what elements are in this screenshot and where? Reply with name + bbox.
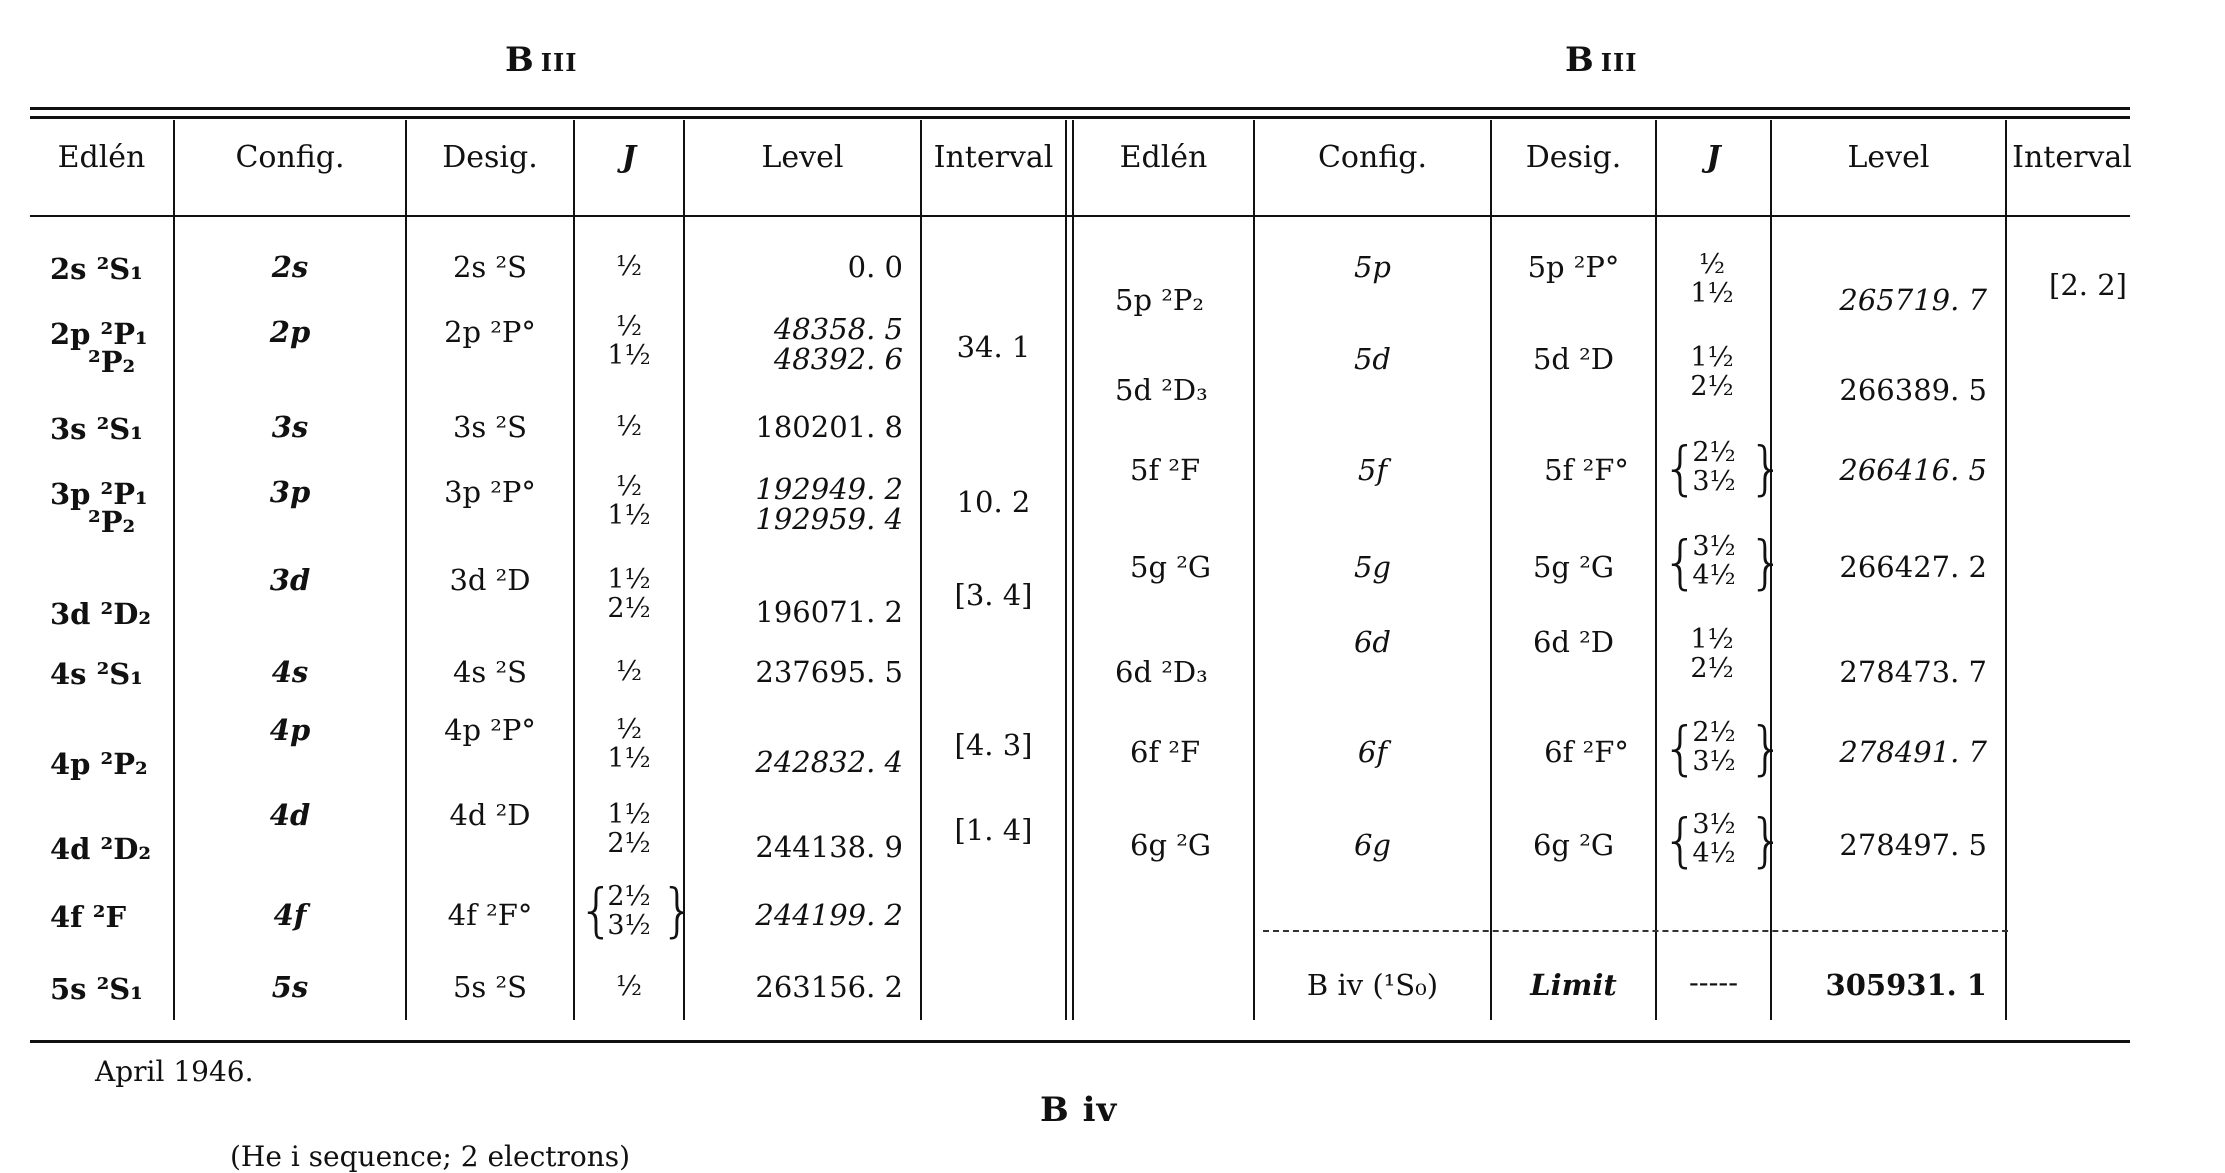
right-row-1-level: 266389. 5 (1839, 373, 1987, 407)
left-row-9-config: 5s (271, 970, 309, 1004)
right-row-7-level: 305931. 1 (1825, 968, 1987, 1002)
footer-date: April 1946. (95, 1055, 254, 1088)
left-row-6-interval: [4. 3] (954, 728, 1033, 762)
top-double-rule-2 (30, 116, 2130, 119)
left-row-7-config: 4d (269, 798, 311, 832)
right-row-2-desig: 5f ²F° (1544, 453, 1629, 487)
left-row-5-desig: 4s ²S (452, 655, 528, 689)
left-row-1-config: 2p (269, 315, 311, 349)
left-row-3-level: 192949. 2 (755, 472, 903, 506)
right-row-5-brace-open: { (1662, 714, 1699, 782)
left-table-title (505, 40, 577, 80)
top-double-rule-1 (30, 107, 2130, 110)
left-row-3-edlen: 3p ²P₁ (50, 477, 148, 511)
right-row-7-config: B iv (¹S₀) (1306, 968, 1439, 1002)
right-row-2-config: 5f (1357, 453, 1388, 487)
next-section-subtitle: (He i sequence; 2 electrons) (230, 1140, 631, 1173)
left-row-3-j: ½ 1½ (607, 471, 651, 531)
left-row-3-interval: 10. 2 (956, 485, 1031, 519)
left-row-0-desig: 2s ²S (452, 250, 528, 284)
left-row-1-level2: 48392. 6 (773, 342, 903, 376)
right-table-title (1565, 40, 1637, 80)
right-row-4-level: 278473. 7 (1839, 655, 1987, 689)
left-row-9-edlen: 5s ²S₁ (50, 972, 143, 1006)
limit-separator-dashes (1263, 930, 2008, 932)
left-row-1-j: ½ 1½ (607, 311, 651, 371)
left-row-4-level: 196071. 2 (755, 595, 903, 629)
right-title-element: B (1565, 40, 1595, 80)
left-title-element: B (505, 40, 535, 80)
right-header-level: Level (1847, 140, 1930, 175)
right-row-3-level: 266427. 2 (1839, 550, 1987, 584)
right-row-2-edlen: 5f ²F (1130, 453, 1201, 487)
left-header-edlen: Edlén (57, 140, 146, 175)
left-header-j: J (621, 140, 637, 175)
next-section-title (1040, 1090, 1117, 1130)
left-row-9-level: 263156. 2 (755, 970, 903, 1004)
right-header-config: Config. (1317, 140, 1428, 175)
right-header-edlen: Edlén (1119, 140, 1208, 175)
vrule-3 (573, 120, 575, 1020)
right-row-1-edlen: 5d ²D₃ (1115, 373, 1208, 407)
left-row-9-j: ½ (615, 971, 643, 1002)
left-row-2-desig: 3s ²S (452, 410, 528, 444)
right-row-5-j: 2½ 3½ (1692, 717, 1736, 777)
left-row-5-level: 237695. 5 (755, 655, 903, 689)
right-header-interval: Interval (2012, 140, 2132, 175)
right-row-4-j: 1½ 2½ (1690, 624, 1734, 684)
right-row-2-brace-open: { (1662, 434, 1699, 502)
right-row-4-config: 6d (1353, 625, 1391, 659)
left-row-9-desig: 5s ²S (452, 970, 528, 1004)
left-row-8-j: 2½ 3½ (607, 881, 651, 941)
right-header-j: J (1706, 140, 1721, 175)
left-row-4-config: 3d (269, 563, 311, 597)
right-row-3-brace-open: { (1662, 528, 1699, 596)
left-row-2-j: ½ (615, 411, 643, 442)
left-row-6-desig: 4p ²P° (444, 713, 536, 747)
right-row-0-config: 5p (1353, 250, 1391, 284)
right-row-5-brace-close: } (1748, 714, 1785, 782)
left-row-0-config: 2s (271, 250, 309, 284)
right-row-5-level: 278491. 7 (1839, 735, 1987, 769)
right-row-6-desig: 6g ²G (1532, 828, 1615, 862)
right-row-6-edlen: 6g ²G (1130, 828, 1212, 862)
right-row-5-edlen: 6f ²F (1130, 735, 1201, 769)
vrule-5 (920, 120, 922, 1020)
vrule-11 (2005, 120, 2007, 1020)
right-row-3-desig: 5g ²G (1532, 550, 1615, 584)
left-row-7-edlen: 4d ²D₂ (50, 832, 152, 866)
right-title-roman: iii (1600, 40, 1638, 80)
left-row-4-j: 1½ 2½ (607, 564, 651, 624)
left-row-2-level: 180201. 8 (755, 410, 903, 444)
right-row-0-j: ½ 1½ (1690, 249, 1734, 309)
right-row-5-config: 6f (1357, 735, 1388, 769)
left-row-0-level: 0. 0 (847, 250, 903, 284)
left-row-3-desig: 3p ²P° (444, 475, 536, 509)
bottom-rule (30, 1040, 2130, 1043)
right-row-0-edlen: 5p ²P₂ (1115, 283, 1204, 317)
right-row-6-brace-open: { (1662, 806, 1699, 874)
right-row-0-level: 265719. 7 (1839, 283, 1987, 317)
left-row-5-j: ½ (615, 656, 643, 687)
vrule-6 (1065, 120, 1067, 1020)
header-rule (30, 215, 2130, 217)
left-row-8-edlen: 4f ²F (50, 900, 127, 934)
left-row-3-edlen2: ²P₂ (88, 505, 136, 539)
right-row-6-j: 3½ 4½ (1692, 809, 1736, 869)
left-row-1-level: 48358. 5 (773, 312, 903, 346)
left-row-7-desig: 4d ²D (449, 798, 531, 832)
left-row-8-level: 244199. 2 (755, 898, 903, 932)
left-row-7-j: 1½ 2½ (607, 799, 651, 859)
left-row-6-config: 4p (269, 713, 311, 747)
right-row-0-desig: 5p ²P° (1527, 250, 1620, 284)
left-row-4-edlen: 3d ²D₂ (50, 597, 152, 631)
left-header-config: Config. (235, 140, 345, 175)
right-row-6-level: 278497. 5 (1839, 828, 1987, 862)
left-row-4-interval: [3. 4] (954, 578, 1033, 612)
right-row-1-config: 5d (1353, 342, 1391, 376)
right-row-7-j: ----- (1689, 965, 1738, 999)
left-row-6-edlen: 4p ²P₂ (50, 747, 148, 781)
left-row-8-config: 4f (273, 898, 307, 932)
left-header-desig: Desig. (442, 140, 538, 175)
left-row-5-config: 4s (271, 655, 309, 689)
left-row-8-desig: 4f ²F° (447, 898, 533, 932)
left-row-1-edlen: 2p ²P₁ (50, 317, 148, 351)
left-header-interval: Interval (933, 140, 1054, 175)
right-row-6-brace-close: } (1748, 806, 1785, 874)
right-header-desig: Desig. (1525, 140, 1622, 175)
left-row-2-config: 3s (271, 410, 309, 444)
right-row-3-edlen: 5g ²G (1130, 550, 1212, 584)
right-row-6-config: 6g (1353, 828, 1391, 862)
vrule-6b (1072, 120, 1074, 1020)
left-row-6-j: ½ 1½ (607, 714, 651, 774)
left-row-7-level: 244138. 9 (755, 830, 903, 864)
left-row-8-brace-close: } (660, 876, 697, 944)
left-row-4-desig: 3d ²D (449, 563, 531, 597)
left-row-8-brace-open: { (578, 876, 615, 944)
right-row-3-brace-close: } (1748, 528, 1785, 596)
left-row-1-desig: 2p ²P° (444, 315, 536, 349)
right-row-7-desig: Limit (1530, 968, 1617, 1002)
right-row-3-config: 5g (1353, 550, 1391, 584)
right-row-2-brace-close: } (1748, 434, 1785, 502)
left-row-2-edlen: 3s ²S₁ (50, 412, 143, 446)
right-row-2-level: 266416. 5 (1839, 453, 1987, 487)
right-row-0-interval: [2. 2] (2049, 268, 2127, 302)
left-row-5-edlen: 4s ²S₁ (50, 657, 143, 691)
right-row-5-desig: 6f ²F° (1544, 735, 1629, 769)
left-row-1-interval: 34. 1 (956, 330, 1031, 364)
left-header-level: Level (761, 140, 844, 175)
left-row-7-interval: [1. 4] (954, 813, 1033, 847)
left-row-3-level2: 192959. 4 (755, 502, 903, 536)
left-row-1-edlen2: ²P₂ (88, 345, 136, 379)
left-row-3-config: 3p (269, 475, 311, 509)
right-row-1-desig: 5d ²D (1532, 342, 1615, 376)
left-row-0-j: ½ (615, 251, 643, 282)
right-row-4-edlen: 6d ²D₃ (1115, 655, 1208, 689)
vrule-9 (1655, 120, 1657, 1020)
left-row-6-level: 242832. 4 (755, 745, 903, 779)
left-row-0-edlen: 2s ²S₁ (50, 252, 143, 286)
right-row-3-j: 3½ 4½ (1692, 531, 1736, 591)
next-title-text: B iv (1040, 1090, 1118, 1130)
right-row-4-desig: 6d ²D (1532, 625, 1615, 659)
right-row-1-j: 1½ 2½ (1690, 342, 1734, 402)
left-title-roman: iii (540, 40, 578, 80)
right-row-2-j: 2½ 3½ (1692, 437, 1736, 497)
